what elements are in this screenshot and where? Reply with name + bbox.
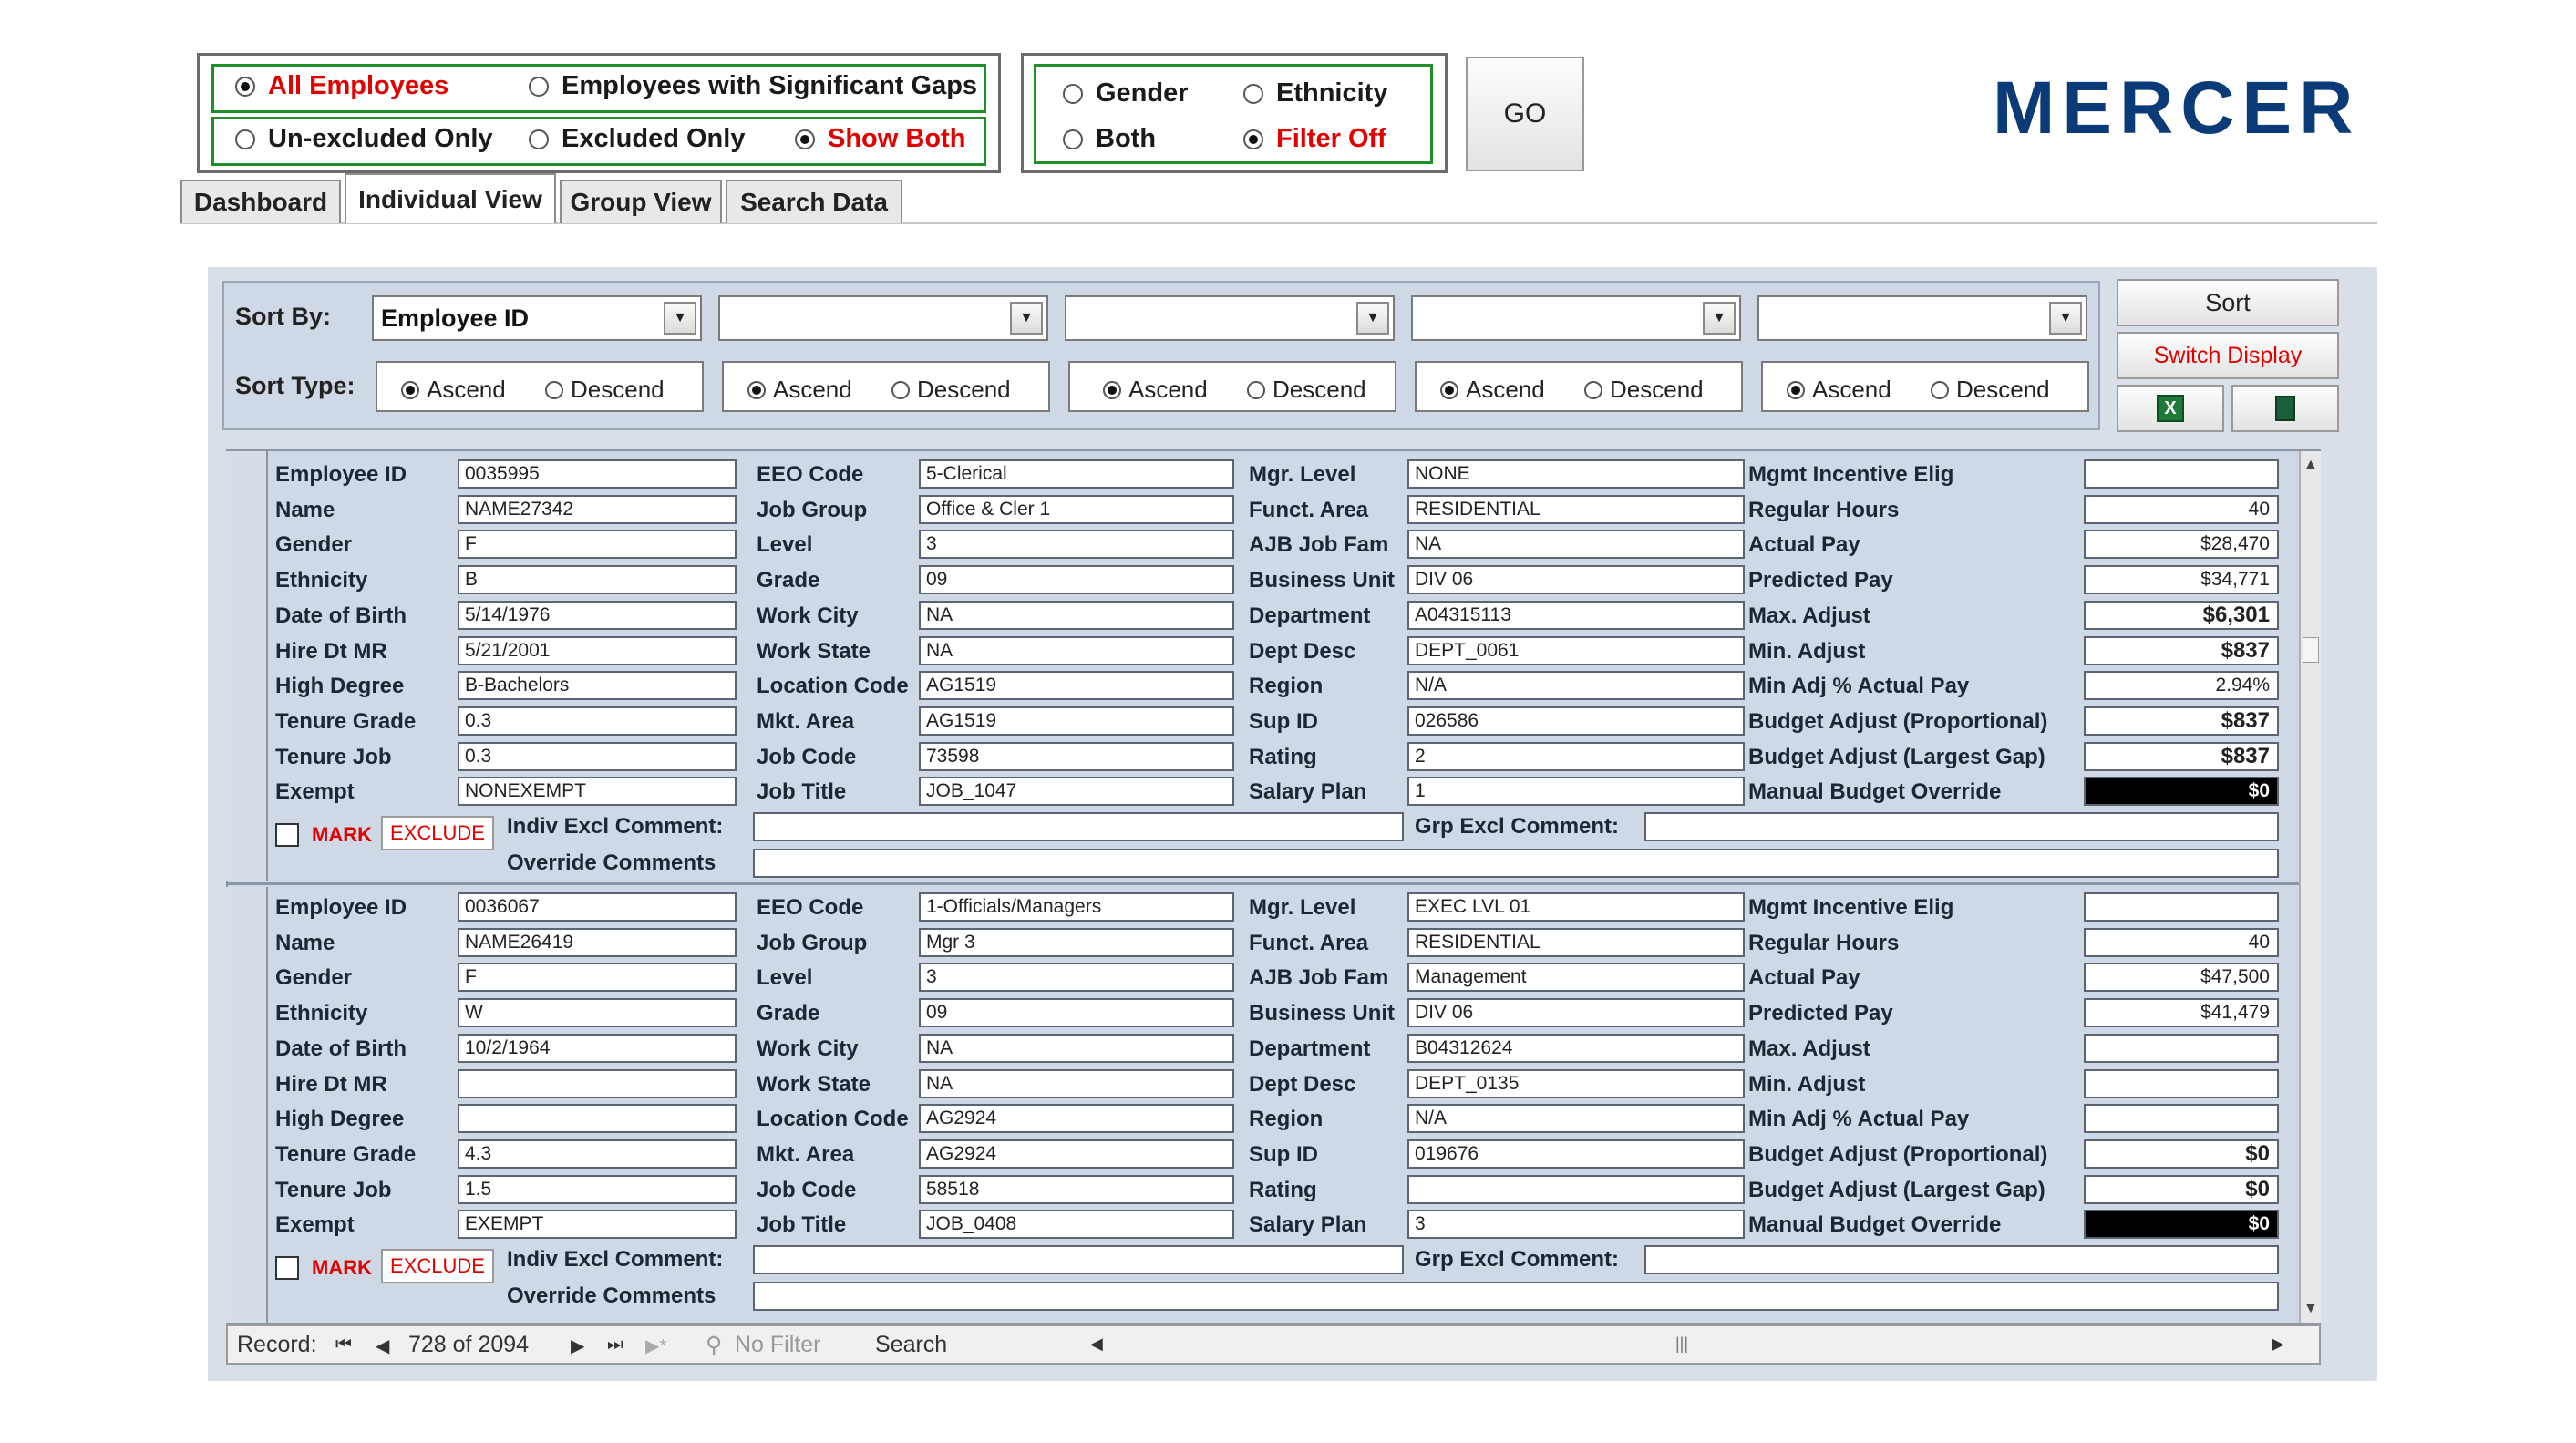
field-value[interactable] xyxy=(2084,1034,2279,1063)
override-comments-label: Override Comments xyxy=(507,1283,716,1308)
field-label: Region xyxy=(1249,1107,1324,1132)
field-value[interactable]: $41,479 xyxy=(2084,998,2279,1027)
field-value[interactable]: NA xyxy=(1407,530,1745,559)
field-value[interactable]: 3 xyxy=(919,530,1234,559)
grp-excl-comment-input[interactable] xyxy=(1644,812,2279,841)
field-value[interactable]: NA xyxy=(919,1069,1234,1098)
field-value[interactable]: B04312624 xyxy=(1407,1034,1745,1063)
field-label: Budget Adjust (Proportional) xyxy=(1748,1141,2048,1167)
sort-field-2[interactable] xyxy=(718,295,1048,341)
field-value[interactable]: 2 xyxy=(1407,742,1745,771)
field-value[interactable]: EXEMPT xyxy=(458,1210,737,1239)
field-value[interactable]: $0 xyxy=(2084,1210,2279,1239)
field-label: Exempt xyxy=(275,1212,355,1238)
field-value[interactable]: 2.94% xyxy=(2084,671,2279,700)
chevron-down-icon[interactable]: ▼ xyxy=(1010,302,1043,335)
field-label: Gender xyxy=(275,965,353,991)
override-comments-input[interactable] xyxy=(753,1282,2279,1311)
switch-display-button[interactable]: Switch Display xyxy=(2117,332,2339,379)
field-label: Max. Adjust xyxy=(1748,1036,1870,1061)
field-label: Region xyxy=(1249,674,1324,699)
field-label: Department xyxy=(1249,1036,1371,1061)
radio-icon xyxy=(401,381,419,399)
option-unexcluded-only[interactable]: Un-excluded Only xyxy=(235,124,493,154)
field-value[interactable]: $34,771 xyxy=(2084,565,2279,594)
field-label: Manual Budget Override xyxy=(1748,779,2002,805)
chevron-down-icon[interactable]: ▼ xyxy=(1703,302,1736,335)
field-label: Dept Desc xyxy=(1249,638,1356,664)
field-label: Employee ID xyxy=(275,895,407,920)
field-label: Actual Pay xyxy=(1748,965,1860,991)
field-value[interactable]: NONEXEMPT xyxy=(458,777,737,806)
field-label: Actual Pay xyxy=(1748,532,1860,558)
descend-option[interactable]: Descend xyxy=(545,376,665,404)
field-value[interactable]: 09 xyxy=(919,565,1234,594)
descend-option[interactable]: Descend xyxy=(891,376,1011,404)
grp-excl-comment-label: Grp Excl Comment: xyxy=(1415,814,1620,839)
field-value[interactable]: AG2924 xyxy=(919,1139,1234,1169)
indiv-excl-comment-label: Indiv Excl Comment: xyxy=(507,1247,724,1272)
radio-icon xyxy=(235,77,255,97)
ascend-option[interactable]: Ascend xyxy=(1103,376,1208,404)
filter-ethnicity[interactable]: Ethnicity xyxy=(1243,78,1387,108)
field-value[interactable]: DEPT_0135 xyxy=(1407,1069,1745,1098)
radio-icon xyxy=(795,129,815,149)
field-label: Tenure Grade xyxy=(275,708,417,734)
field-label: Budget Adjust (Proportional) xyxy=(1748,708,2048,734)
sort-type-label: Sort Type: xyxy=(235,372,355,399)
field-label: Level xyxy=(757,532,813,558)
field-value[interactable]: NAME27342 xyxy=(458,495,737,524)
scroll-up-icon[interactable]: ▲ xyxy=(2303,457,2318,472)
go-button[interactable]: GO xyxy=(1466,57,1584,171)
field-label: Min. Adjust xyxy=(1748,1071,1866,1097)
field-value[interactable]: 1 xyxy=(1407,777,1745,806)
field-label: Exempt xyxy=(275,779,355,805)
field-label: Level xyxy=(757,965,813,991)
field-label: Business Unit xyxy=(1249,568,1396,593)
scroll-left-icon[interactable]: ◀ xyxy=(1090,1335,1103,1353)
field-value[interactable]: 5/14/1976 xyxy=(458,601,737,630)
override-comments-input[interactable] xyxy=(753,849,2279,878)
tab-individual-view[interactable]: Individual View xyxy=(345,173,556,223)
field-value[interactable]: F xyxy=(458,530,737,559)
field-value[interactable]: 58518 xyxy=(919,1175,1234,1204)
field-label: EEO Code xyxy=(757,895,864,920)
chevron-down-icon[interactable]: ▼ xyxy=(1356,302,1389,335)
field-label: Employee ID xyxy=(275,462,407,487)
sort-type-2 xyxy=(722,361,1050,412)
field-value[interactable]: Office & Cler 1 xyxy=(919,495,1234,524)
field-label: Name xyxy=(275,930,335,955)
ascend-option[interactable]: Ascend xyxy=(747,376,852,404)
field-label: Gender xyxy=(275,532,353,558)
field-value[interactable]: $837 xyxy=(2084,706,2279,736)
field-value[interactable]: AG1519 xyxy=(919,706,1234,736)
mark-checkbox[interactable] xyxy=(275,1256,299,1280)
radio-icon xyxy=(1243,129,1263,149)
radio-icon xyxy=(747,381,766,399)
field-value[interactable] xyxy=(2084,1104,2279,1133)
field-label: Work City xyxy=(757,1036,859,1061)
field-label: High Degree xyxy=(275,674,405,699)
filter-off[interactable]: Filter Off xyxy=(1243,124,1386,154)
radio-icon xyxy=(545,381,563,399)
radio-icon xyxy=(529,129,549,149)
vertical-scrollbar[interactable] xyxy=(2299,451,2321,1323)
record-label: Record: xyxy=(237,1332,317,1357)
field-value[interactable]: AG1519 xyxy=(919,671,1234,700)
field-value[interactable]: NA xyxy=(919,601,1234,630)
field-label: Rating xyxy=(1249,744,1317,769)
field-value[interactable]: Mgr 3 xyxy=(919,928,1234,957)
radio-icon xyxy=(1243,84,1263,104)
ascend-option[interactable]: Ascend xyxy=(401,376,506,404)
field-label: Manual Budget Override xyxy=(1748,1212,2002,1238)
field-value[interactable]: $47,500 xyxy=(2084,963,2279,992)
calculator-button[interactable] xyxy=(2231,385,2339,432)
prev-record-icon[interactable]: ◀ xyxy=(376,1336,390,1356)
field-label: Salary Plan xyxy=(1249,1212,1367,1238)
mark-checkbox[interactable] xyxy=(275,823,299,847)
sort-field-1[interactable] xyxy=(372,295,702,341)
grp-excl-comment-label: Grp Excl Comment: xyxy=(1415,1247,1620,1272)
sort-field-4[interactable] xyxy=(1411,295,1741,341)
chevron-down-icon[interactable]: ▼ xyxy=(664,302,696,335)
field-value[interactable]: $6,301 xyxy=(2084,601,2279,630)
field-label: Ethnicity xyxy=(275,1001,368,1026)
ascend-option[interactable]: Ascend xyxy=(1440,376,1545,404)
sort-field-1-value: Employee ID xyxy=(381,304,530,332)
field-label: Work State xyxy=(757,1071,871,1097)
field-label: Dept Desc xyxy=(1249,1071,1356,1097)
first-record-icon[interactable]: ⏮ xyxy=(335,1335,352,1355)
grp-excl-comment-input[interactable] xyxy=(1644,1245,2279,1274)
radio-icon xyxy=(1063,129,1083,149)
field-value[interactable]: B xyxy=(458,565,737,594)
field-label: AJB Job Fam xyxy=(1249,532,1389,558)
field-value[interactable]: $28,470 xyxy=(2084,530,2279,559)
field-value[interactable]: RESIDENTIAL xyxy=(1407,495,1745,524)
field-value[interactable]: DIV 06 xyxy=(1407,565,1745,594)
field-value[interactable]: 1-Officials/Managers xyxy=(919,892,1234,922)
mark-label: MARK xyxy=(312,1256,372,1279)
field-label: Date of Birth xyxy=(275,1036,407,1061)
scroll-right-icon[interactable]: ▶ xyxy=(2272,1335,2284,1353)
field-value[interactable]: JOB_1047 xyxy=(919,777,1234,806)
field-value[interactable]: Management xyxy=(1407,963,1745,992)
field-label: Job Title xyxy=(757,1212,847,1238)
field-value[interactable]: NAME26419 xyxy=(458,928,737,957)
field-label: Funct. Area xyxy=(1249,930,1369,955)
no-filter-icon: ⚲ xyxy=(706,1333,723,1358)
field-label: Min Adj % Actual Pay xyxy=(1748,674,1970,699)
descend-option[interactable]: Descend xyxy=(1931,376,2050,404)
ascend-option[interactable]: Ascend xyxy=(1787,376,1891,404)
field-value[interactable] xyxy=(2084,892,2279,922)
field-label: Job Title xyxy=(757,779,847,805)
field-value[interactable]: JOB_0408 xyxy=(919,1210,1234,1239)
excel-export-button[interactable] xyxy=(2117,385,2224,432)
field-value[interactable]: NA xyxy=(919,636,1234,665)
field-label: Mgmt Incentive Elig xyxy=(1748,462,1954,487)
field-value[interactable]: RESIDENTIAL xyxy=(1407,928,1745,957)
field-label: Tenure Grade xyxy=(275,1141,417,1167)
field-label: Work City xyxy=(757,603,859,628)
radio-icon xyxy=(235,129,255,149)
field-label: Job Code xyxy=(757,1177,857,1202)
field-value[interactable]: $0 xyxy=(2084,777,2279,806)
field-label: Job Group xyxy=(757,930,868,955)
field-label: Name xyxy=(275,497,335,522)
field-value[interactable] xyxy=(2084,1069,2279,1098)
field-value[interactable]: 40 xyxy=(2084,495,2279,524)
sort-field-3[interactable] xyxy=(1065,295,1395,341)
field-label: Business Unit xyxy=(1249,1001,1396,1026)
no-filter-label[interactable]: No Filter xyxy=(735,1332,821,1357)
mark-label: MARK xyxy=(312,823,372,846)
field-label: Grade xyxy=(757,568,820,593)
field-value[interactable] xyxy=(458,1069,737,1098)
field-value[interactable]: 0.3 xyxy=(458,706,737,736)
field-label: Predicted Pay xyxy=(1748,568,1893,593)
field-value[interactable]: 0.3 xyxy=(458,742,737,771)
field-label: Min Adj % Actual Pay xyxy=(1748,1107,1970,1132)
field-value[interactable]: 40 xyxy=(2084,928,2279,957)
field-label: Sup ID xyxy=(1249,1141,1318,1167)
field-label: Mgmt Incentive Elig xyxy=(1748,895,1954,920)
radio-icon xyxy=(1787,381,1805,399)
scroll-down-icon[interactable]: ▼ xyxy=(2303,1301,2318,1316)
field-value[interactable]: DEPT_0061 xyxy=(1407,636,1745,665)
field-label: Regular Hours xyxy=(1748,930,1900,955)
chevron-down-icon[interactable]: ▼ xyxy=(2049,302,2082,335)
tab-search-data[interactable]: Search Data xyxy=(726,180,902,223)
sort-button[interactable]: Sort xyxy=(2117,279,2339,326)
indiv-excl-comment-label: Indiv Excl Comment: xyxy=(507,814,724,839)
field-value[interactable]: 5/21/2001 xyxy=(458,636,737,665)
field-value[interactable]: NONE xyxy=(1407,459,1745,489)
descend-option[interactable]: Descend xyxy=(1247,376,1366,404)
field-value[interactable]: 3 xyxy=(1407,1210,1745,1239)
radio-icon xyxy=(1247,381,1265,399)
field-value[interactable]: 019676 xyxy=(1407,1139,1745,1169)
radio-icon xyxy=(1103,381,1121,399)
option-show-both[interactable]: Show Both xyxy=(795,124,965,154)
radio-icon xyxy=(1063,84,1083,104)
field-label: Mgr. Level xyxy=(1249,895,1356,920)
field-label: Mgr. Level xyxy=(1249,462,1356,487)
last-record-icon[interactable]: ⏭ xyxy=(607,1335,623,1355)
field-value[interactable]: 73598 xyxy=(919,742,1234,771)
field-value[interactable]: 10/2/1964 xyxy=(458,1034,737,1063)
exclude-button[interactable]: EXCLUDE xyxy=(381,1249,494,1283)
tab-dashboard[interactable]: Dashboard xyxy=(180,180,341,223)
descend-option[interactable]: Descend xyxy=(1584,376,1704,404)
field-label: Predicted Pay xyxy=(1748,1001,1893,1026)
field-label: Regular Hours xyxy=(1748,497,1900,522)
field-value[interactable]: W xyxy=(458,998,737,1027)
field-label: Funct. Area xyxy=(1249,497,1369,522)
record-divider xyxy=(226,882,2321,885)
field-label: Location Code xyxy=(757,1107,909,1132)
field-value[interactable]: DIV 06 xyxy=(1407,998,1745,1027)
field-value[interactable]: NA xyxy=(919,1034,1234,1063)
field-label: Budget Adjust (Largest Gap) xyxy=(1748,744,2045,769)
field-value[interactable]: 09 xyxy=(919,998,1234,1027)
sort-by-label: Sort By: xyxy=(235,303,332,330)
field-label: Job Group xyxy=(757,497,868,522)
record-navigation xyxy=(226,1324,2321,1365)
radio-icon xyxy=(891,381,910,399)
field-label: Ethnicity xyxy=(275,568,368,593)
field-value[interactable]: F xyxy=(458,963,737,992)
record-selector-2[interactable] xyxy=(226,887,268,1323)
field-value[interactable]: $837 xyxy=(2084,742,2279,771)
field-label: Max. Adjust xyxy=(1748,603,1870,628)
next-record-icon[interactable]: ▶ xyxy=(571,1336,585,1356)
field-label: Hire Dt MR xyxy=(275,638,387,664)
field-label: Grade xyxy=(757,1001,820,1026)
field-label: EEO Code xyxy=(757,462,864,487)
field-value[interactable]: A04315113 xyxy=(1407,601,1745,630)
field-label: Min. Adjust xyxy=(1748,638,1866,664)
field-label: Date of Birth xyxy=(275,603,407,628)
field-value[interactable]: 026586 xyxy=(1407,706,1745,736)
field-label: Hire Dt MR xyxy=(275,1071,387,1097)
field-label: Sup ID xyxy=(1249,708,1318,734)
field-value[interactable]: 3 xyxy=(919,963,1234,992)
field-label: Location Code xyxy=(757,674,909,699)
field-label: Budget Adjust (Largest Gap) xyxy=(1748,1177,2045,1202)
sort-field-5[interactable] xyxy=(1757,295,2087,341)
field-value[interactable]: N/A xyxy=(1407,671,1745,700)
field-label: Rating xyxy=(1249,1177,1317,1202)
field-value[interactable] xyxy=(1407,1175,1745,1204)
radio-icon xyxy=(1584,381,1602,399)
exclude-button[interactable]: EXCLUDE xyxy=(381,816,494,850)
record-selector-1[interactable] xyxy=(226,451,268,881)
filter-both[interactable]: Both xyxy=(1063,124,1156,154)
indiv-excl-comment-input[interactable] xyxy=(753,812,1404,841)
option-significant-gaps[interactable]: Employees with Significant Gaps xyxy=(529,71,977,101)
override-comments-label: Override Comments xyxy=(507,850,716,875)
field-value[interactable]: 4.3 xyxy=(458,1139,737,1169)
field-value[interactable]: 1.5 xyxy=(458,1175,737,1204)
scroll-thumb[interactable] xyxy=(2303,637,2319,663)
field-label: High Degree xyxy=(275,1107,405,1132)
field-label: Tenure Job xyxy=(275,1177,392,1202)
field-label: Work State xyxy=(757,638,871,664)
field-value[interactable]: $0 xyxy=(2084,1175,2279,1204)
radio-icon xyxy=(1931,381,1949,399)
field-label: Department xyxy=(1249,603,1371,628)
field-label: Salary Plan xyxy=(1249,779,1367,805)
radio-icon xyxy=(1440,381,1458,399)
field-value[interactable]: $837 xyxy=(2084,636,2279,665)
field-value[interactable]: 0035995 xyxy=(458,459,737,489)
field-label: Mkt. Area xyxy=(757,1141,855,1167)
radio-icon xyxy=(529,77,549,97)
field-value[interactable]: $0 xyxy=(2084,1139,2279,1169)
option-all-employees[interactable]: All Employees xyxy=(235,71,448,101)
field-value[interactable]: B-Bachelors xyxy=(458,671,737,700)
field-label: AJB Job Fam xyxy=(1249,965,1389,991)
field-label: Tenure Job xyxy=(275,744,392,769)
field-label: Job Code xyxy=(757,744,857,769)
mercer-logo: MERCER xyxy=(1993,67,2361,149)
new-record-icon[interactable]: ▶* xyxy=(645,1336,667,1356)
sort-type-3 xyxy=(1068,361,1396,412)
excel-icon: X xyxy=(2157,395,2184,422)
field-label: Mkt. Area xyxy=(757,708,855,734)
field-value[interactable] xyxy=(458,1104,737,1133)
sort-type-1 xyxy=(376,361,704,412)
field-value[interactable]: EXEC LVL 01 xyxy=(1407,892,1745,922)
filter-gender[interactable]: Gender xyxy=(1063,78,1189,108)
indiv-excl-comment-input[interactable] xyxy=(753,1245,1404,1274)
search-input[interactable]: Search xyxy=(875,1332,948,1357)
field-value[interactable]: AG2924 xyxy=(919,1104,1234,1133)
sort-type-4 xyxy=(1415,361,1743,412)
calculator-icon xyxy=(2275,396,2295,421)
field-value[interactable]: N/A xyxy=(1407,1104,1745,1133)
field-value[interactable]: 0036067 xyxy=(458,892,737,922)
sort-type-5 xyxy=(1761,361,2089,412)
field-value[interactable]: 5-Clerical xyxy=(919,459,1234,489)
field-value[interactable] xyxy=(2084,459,2279,489)
option-excluded-only[interactable]: Excluded Only xyxy=(529,124,745,154)
record-position[interactable]: 728 of 2094 xyxy=(408,1332,530,1357)
tab-group-view[interactable]: Group View xyxy=(560,180,722,223)
horizontal-scroll-thumb[interactable]: ||| xyxy=(1675,1335,1689,1353)
